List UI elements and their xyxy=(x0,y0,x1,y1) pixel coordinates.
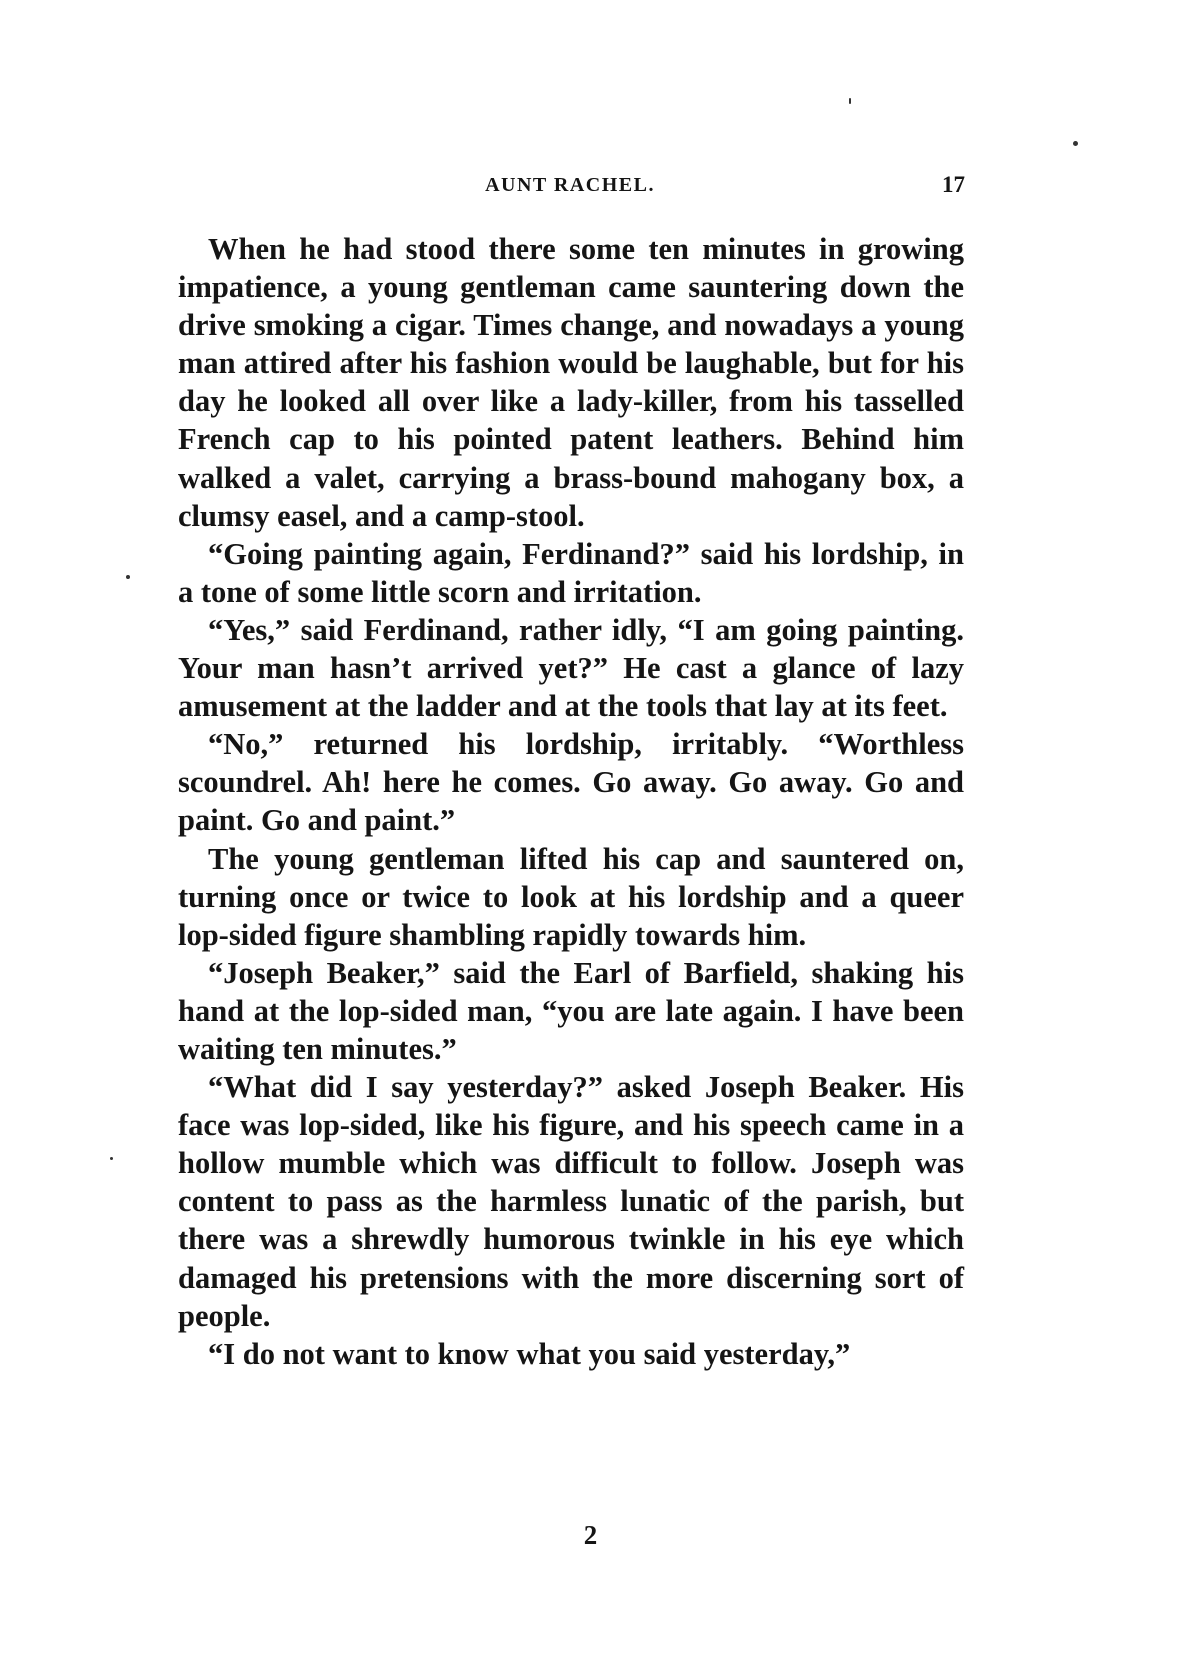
paragraph: The young gentleman lifted his cap and sauntered on, turning once or twice to look at his lordship and a queer lop-sided figure shambling rapidly towards him. xyxy=(178,841,964,952)
running-title: AUNT RACHEL. xyxy=(485,174,655,196)
running-head xyxy=(175,170,965,204)
scan-speck xyxy=(1073,141,1078,146)
paragraph: “Going painting again, Ferdinand?” said his lordship, in a tone of some little scorn and irritation. xyxy=(178,536,964,609)
body-text xyxy=(178,230,964,1373)
page-number: 17 xyxy=(942,172,965,197)
signature-mark: 2 xyxy=(583,1520,598,1550)
paragraph: “Joseph Beaker,” said the Earl of Barfield, shaking his hand at the lop-sided man, “you are late again. I have been waiting ten minutes.” xyxy=(178,955,964,1066)
paragraph: “No,” returned his lordship, irritably. “Worthless scoundrel. Ah! here he comes. Go away. Go away. Go and paint. Go and paint.” xyxy=(178,727,964,838)
scan-speck xyxy=(849,98,851,104)
paragraph: “What did I say yesterday?” asked Joseph Beaker. His face was lop-sided, like his figure, and his speech came in a hollow mumble which was difficult to follow. Joseph was content to pass as the harmless lunatic of the parish, but there was a shrewdly humorous twinkle in his eye which damaged his pretensions with the more discerning sort of people. xyxy=(178,1070,964,1333)
paragraph: When he had stood there some ten minutes in growing impatience, a young gentleman came sauntering down the drive smoking a cigar. Times change, and nowadays a young man attired after his fashion would be laughable, but for his day he looked all over like a lady-killer, from his tasselled French cap to his pointed patent leathers. Behind him walked a valet, carrying a brass-bound mahogany box, a clumsy easel, and a camp-stool. xyxy=(178,232,964,533)
scan-speck xyxy=(110,1157,113,1160)
paragraph: “Yes,” said Ferdinand, rather idly, “I am going painting. Your man hasn’t arrived yet?” He cast a glance of lazy amusement at the ladder and at the tools that lay at its feet. xyxy=(178,612,964,724)
scan-speck xyxy=(126,575,130,579)
paragraph: “I do not want to know what you said yesterday,” xyxy=(208,1336,851,1371)
